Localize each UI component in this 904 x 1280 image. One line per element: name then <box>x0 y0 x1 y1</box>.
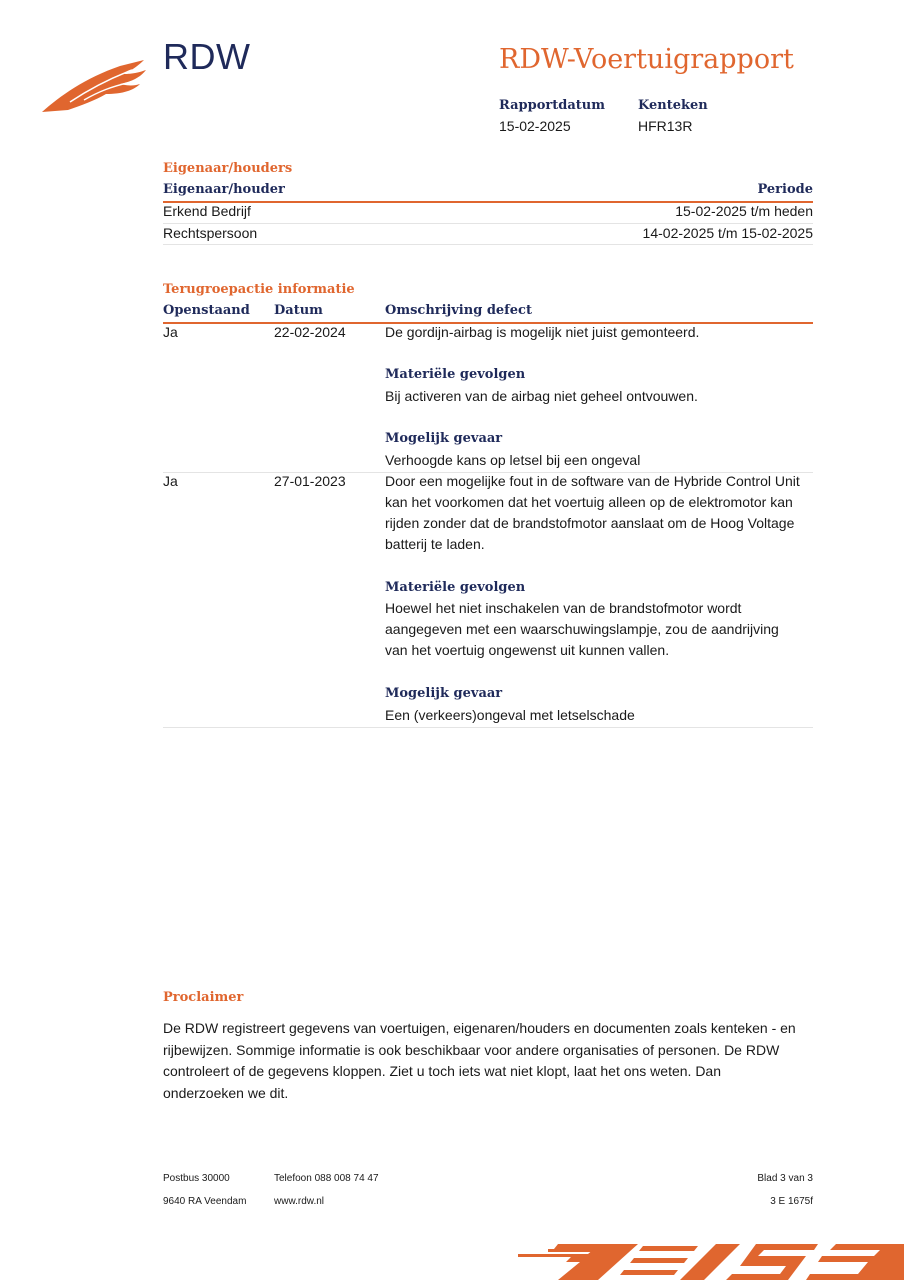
footer-document-code: 3 E 1675f <box>770 1196 813 1207</box>
recall-1-date: 22-02-2024 <box>274 324 346 340</box>
rdw-wing-logo-icon <box>40 56 152 116</box>
recall-2-date: 27-01-2023 <box>274 473 346 489</box>
brand-name: RDW <box>163 36 251 77</box>
recall-1-material: Bij activeren van de airbag niet geheel ontvouwen. <box>385 388 698 404</box>
owner-row-1-owner: Erkend Bedrijf <box>163 203 251 219</box>
footer-website-link[interactable]: www.rdw.nl <box>274 1196 325 1207</box>
recall-1-defect: De gordijn-airbag is mogelijk niet juist gemonteerd. <box>385 324 700 340</box>
recall-2-material: Hoewel het niet inschakelen van de brandstofmotor wordt aangegeven met een waarschuwingslampje, zou de aandrijving van het voertuig ongewenst uit kunnen vallen. <box>385 600 779 658</box>
report-date-value: 15-02-2025 <box>499 118 571 134</box>
proclaimer-title: Proclaimer <box>163 990 244 1005</box>
recall-row-divider <box>163 727 813 728</box>
recalls-section-title: Terugroepactie informatie <box>163 282 355 297</box>
footer-address-line-2: 9640 RA Veendam <box>163 1196 247 1207</box>
recalls-col-date: Datum <box>274 303 323 318</box>
report-date-label: Rapportdatum <box>499 98 605 113</box>
footer-address-line-1: Postbus 30000 <box>163 1173 230 1184</box>
recall-2-defect: Door een mogelijke fout in de software van de Hybride Control Unit kan het voorkomen dat het voertuig alleen op de elektromotor kan rijden zonder dat de brandstofmotor aanslaat om de Hoog Voltage batterij te laden. <box>385 473 800 552</box>
owners-col-period: Periode <box>757 182 813 197</box>
proclaimer-text: De RDW registreert gegevens van voertuigen, eigenaren/houders en documenten zoals kenteken - en rijbewijzen. Sommige informatie is ook beschikbaar voor andere organisaties of personen. De RDW controleert of de gegevens kloppen. Ziet u toch iets wat niet klopt, laat het ons weten. Dan onderzoeken we dit. <box>163 1020 796 1101</box>
owner-row-1-period: 15-02-2025 t/m heden <box>675 203 813 219</box>
recall-1-danger-label: Mogelijk gevaar <box>385 431 503 446</box>
recall-2-danger-label: Mogelijk gevaar <box>385 686 503 701</box>
footer-phone: Telefoon 088 008 74 47 <box>274 1173 379 1184</box>
owner-row-divider <box>163 244 813 245</box>
recall-2-material-label: Materiële gevolgen <box>385 580 526 595</box>
recalls-col-desc: Omschrijving defect <box>385 303 532 318</box>
owners-section-title: Eigenaar/houders <box>163 161 293 176</box>
owner-row-2-owner: Rechtspersoon <box>163 225 258 241</box>
recalls-col-open: Openstaand <box>163 303 250 318</box>
recall-2-open: Ja <box>163 473 178 489</box>
plate-value: HFR13R <box>638 118 693 134</box>
plate-label: Kenteken <box>638 98 708 113</box>
footer-page-number: Blad 3 van 3 <box>757 1173 813 1184</box>
owners-col-owner: Eigenaar/houder <box>163 182 285 197</box>
recall-1-danger: Verhoogde kans op letsel bij een ongeval <box>385 452 641 468</box>
owner-row-2-period: 14-02-2025 t/m 15-02-2025 <box>642 225 813 241</box>
recall-2-danger: Een (verkeers)ongeval met letselschade <box>385 707 635 723</box>
recall-1-open: Ja <box>163 324 178 340</box>
rdw-stripes-decoration-icon <box>518 1240 904 1280</box>
report-title: RDW-Voertuigrapport <box>499 44 794 75</box>
recall-1-material-label: Materiële gevolgen <box>385 367 526 382</box>
